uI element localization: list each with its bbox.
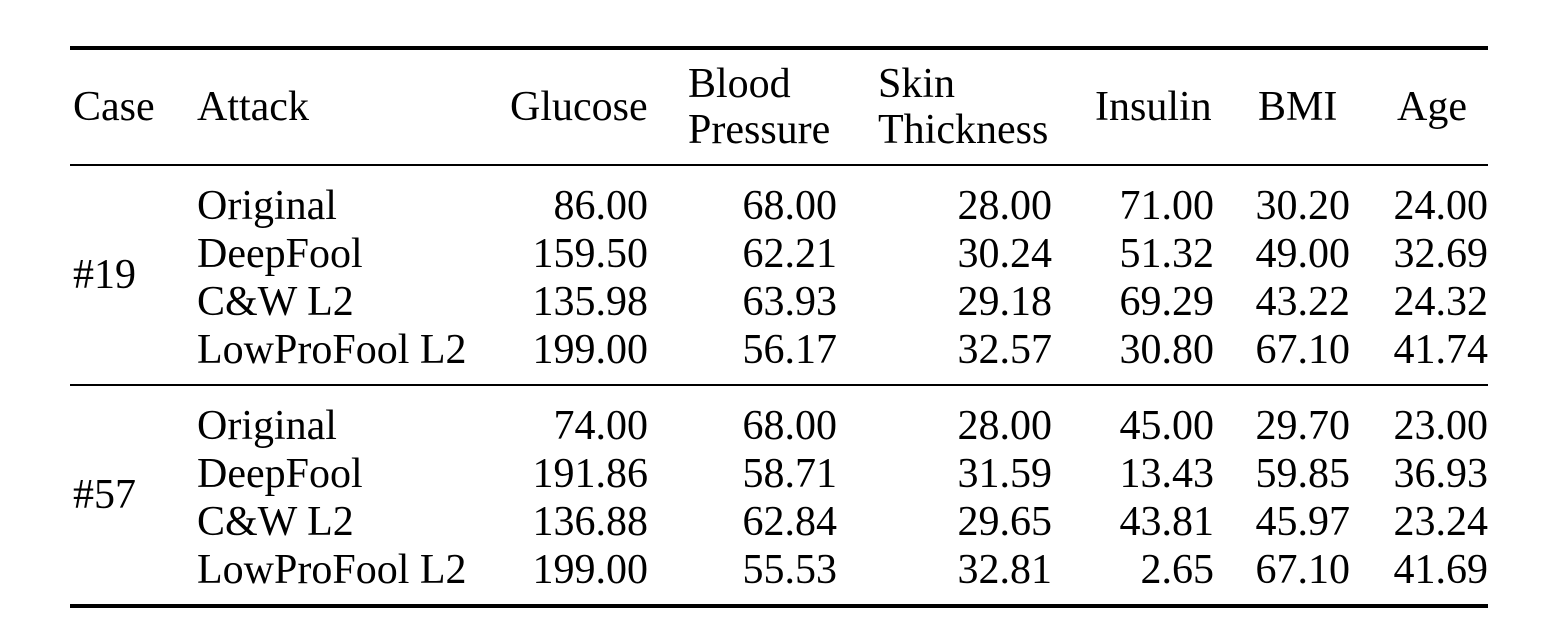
attack-cell: DeepFool — [197, 451, 363, 497]
header-cell-case: Case — [73, 84, 155, 130]
blood-pressure-cell: 58.71 — [742, 451, 837, 497]
age-cell: 23.00 — [1393, 403, 1488, 449]
attack-cell: Original — [197, 183, 337, 229]
header-cell-age: Age — [1397, 84, 1467, 130]
case-cell: #57 — [73, 472, 136, 518]
header-cell-bmi: BMI — [1258, 84, 1338, 130]
glucose-cell: 199.00 — [532, 327, 648, 373]
table-row — [70, 278, 1488, 326]
header-row — [70, 48, 1488, 165]
blood-pressure-cell: 56.17 — [742, 327, 837, 373]
insulin-cell: 45.00 — [1119, 403, 1214, 449]
insulin-cell: 30.80 — [1119, 327, 1214, 373]
age-cell: 24.32 — [1393, 279, 1488, 325]
bmi-cell: 59.85 — [1255, 451, 1350, 497]
age-cell: 41.74 — [1393, 327, 1488, 373]
attack-cell: LowProFool L2 — [197, 547, 467, 593]
bmi-cell: 29.70 — [1255, 403, 1350, 449]
header-cell-attack: Attack — [197, 84, 309, 130]
skin-thickness-cell: 29.18 — [957, 279, 1052, 325]
attack-cell: DeepFool — [197, 231, 363, 277]
attack-cell: C&W L2 — [197, 279, 354, 325]
glucose-cell: 191.86 — [532, 451, 648, 497]
table-row — [70, 385, 1488, 450]
header-cell-skin-thickness: Skin Thickness — [878, 61, 1049, 153]
header-cell-blood-pressure: Blood Pressure — [688, 61, 831, 153]
glucose-cell: 74.00 — [553, 403, 648, 449]
adversarial-attacks-table — [70, 46, 1488, 608]
insulin-cell: 43.81 — [1119, 499, 1214, 545]
age-cell: 23.24 — [1393, 499, 1488, 545]
bmi-cell: 30.20 — [1255, 183, 1350, 229]
attack-cell: C&W L2 — [197, 499, 354, 545]
case-cell: #19 — [73, 252, 136, 298]
blood-pressure-cell: 68.00 — [742, 403, 837, 449]
glucose-cell: 159.50 — [532, 231, 648, 277]
age-cell: 24.00 — [1393, 183, 1488, 229]
blood-pressure-cell: 62.84 — [742, 499, 837, 545]
skin-thickness-cell: 29.65 — [957, 499, 1052, 545]
age-cell: 36.93 — [1393, 451, 1488, 497]
skin-thickness-cell: 32.57 — [957, 327, 1052, 373]
insulin-cell: 2.65 — [1140, 547, 1214, 593]
insulin-cell: 69.29 — [1119, 279, 1214, 325]
skin-thickness-cell: 31.59 — [957, 451, 1052, 497]
header-cell-insulin: Insulin — [1095, 84, 1212, 130]
glucose-cell: 86.00 — [553, 183, 648, 229]
insulin-cell: 13.43 — [1119, 451, 1214, 497]
bmi-cell: 67.10 — [1255, 547, 1350, 593]
insulin-cell: 71.00 — [1119, 183, 1214, 229]
blood-pressure-cell: 68.00 — [742, 183, 837, 229]
case-57-block — [70, 385, 1488, 606]
bmi-cell: 43.22 — [1255, 279, 1350, 325]
age-cell: 41.69 — [1393, 547, 1488, 593]
skin-thickness-cell: 28.00 — [957, 403, 1052, 449]
table-row — [70, 326, 1488, 385]
blood-pressure-cell: 62.21 — [742, 231, 837, 277]
header-cell-glucose: Glucose — [510, 84, 648, 130]
case-19-block — [70, 165, 1488, 385]
table-row — [70, 450, 1488, 498]
bmi-cell: 49.00 — [1255, 231, 1350, 277]
attack-cell: LowProFool L2 — [197, 327, 467, 373]
glucose-cell: 135.98 — [532, 279, 648, 325]
glucose-cell: 199.00 — [532, 547, 648, 593]
table-header — [70, 48, 1488, 165]
blood-pressure-cell: 55.53 — [742, 547, 837, 593]
table-row — [70, 546, 1488, 606]
attack-cell: Original — [197, 403, 337, 449]
table-row — [70, 498, 1488, 546]
age-cell: 32.69 — [1393, 231, 1488, 277]
skin-thickness-cell: 32.81 — [957, 547, 1052, 593]
blood-pressure-cell: 63.93 — [742, 279, 837, 325]
table-row — [70, 165, 1488, 230]
skin-thickness-cell: 30.24 — [957, 231, 1052, 277]
insulin-cell: 51.32 — [1119, 231, 1214, 277]
glucose-cell: 136.88 — [532, 499, 648, 545]
table-row — [70, 230, 1488, 278]
bmi-cell: 67.10 — [1255, 327, 1350, 373]
bmi-cell: 45.97 — [1255, 499, 1350, 545]
skin-thickness-cell: 28.00 — [957, 183, 1052, 229]
